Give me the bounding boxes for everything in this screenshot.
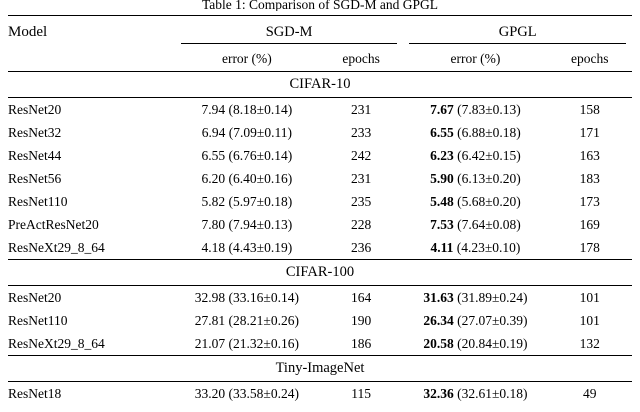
cell-sgdm-epochs: 235	[351, 193, 372, 209]
cell-gpgl-epochs: 158	[579, 101, 600, 117]
cell-sgdm-error: 21.07 (21.32±0.16)	[194, 335, 299, 351]
cell-gpgl-error-std: (31.89±0.24)	[457, 289, 528, 305]
cell-gpgl-error-std: (7.83±0.13)	[457, 101, 521, 117]
group-header-gpgl	[403, 17, 632, 48]
cell-gpgl-epochs: 101	[579, 289, 600, 305]
section-header-row	[8, 260, 632, 286]
cell-sgdm-error: 6.20 (6.40±0.16)	[201, 170, 293, 186]
cell-sgdm-epochs: 190	[351, 312, 372, 328]
cell-gpgl-error-value: 20.58	[423, 335, 454, 351]
cell-gpgl-error-value: 7.53	[430, 216, 454, 232]
cell-gpgl-error	[403, 236, 547, 260]
cell-sgdm-epochs: 233	[351, 124, 372, 140]
cell-gpgl-error-std: (5.68±0.20)	[457, 193, 521, 209]
column-header-error-gpgl: error (%)	[450, 51, 501, 66]
cell-sgdm-epochs: 242	[351, 147, 372, 163]
table-row	[8, 144, 632, 167]
cell-sgdm-error: 32.98 (33.16±0.14)	[194, 289, 299, 305]
table-group-header-row	[8, 17, 632, 48]
cell-model: ResNet32	[8, 124, 62, 140]
cell-sgdm-error: 33.20 (33.58±0.24)	[194, 385, 299, 401]
cell-gpgl-error-value: 5.90	[430, 170, 454, 186]
table-row	[8, 382, 632, 406]
column-header-model: Model	[8, 24, 48, 40]
cell-model: ResNet20	[8, 289, 62, 305]
cell-gpgl-error	[403, 167, 547, 190]
cell-sgdm-epochs: 228	[351, 216, 372, 232]
cell-gpgl-epochs: 163	[579, 147, 600, 163]
cell-gpgl-error-value: 7.67	[430, 101, 454, 117]
cell-gpgl-epochs: 49	[583, 385, 597, 401]
section-title-cifar10: CIFAR-10	[8, 72, 632, 98]
cell-sgdm-error: 7.94 (8.18±0.14)	[201, 101, 293, 117]
table-row	[8, 332, 632, 356]
cell-sgdm-error: 7.80 (7.94±0.13)	[201, 216, 293, 232]
cell-gpgl-error-value: 31.63	[423, 289, 454, 305]
cell-gpgl-error-std: (6.13±0.20)	[457, 170, 521, 186]
column-header-epochs-gpgl: epochs	[571, 51, 609, 66]
cell-gpgl-error-value: 6.23	[430, 147, 454, 163]
section-title-tiny-imagenet: Tiny-ImageNet	[8, 356, 632, 382]
cell-gpgl-epochs: 101	[579, 312, 600, 328]
section-header-row	[8, 356, 632, 382]
cell-model: ResNet110	[8, 193, 68, 209]
table-row	[8, 190, 632, 213]
cell-sgdm-error: 6.94 (7.09±0.11)	[201, 124, 292, 140]
cell-model: PreActResNet20	[8, 216, 99, 232]
cell-sgdm-epochs: 231	[351, 170, 372, 186]
cell-model: ResNet44	[8, 147, 62, 163]
cell-gpgl-error	[403, 213, 547, 236]
cell-gpgl-error-value: 4.11	[430, 239, 454, 255]
table-row	[8, 167, 632, 190]
cell-gpgl-error-value: 6.55	[430, 124, 454, 140]
cell-sgdm-epochs: 115	[351, 385, 372, 401]
cell-gpgl-error-std: (6.88±0.18)	[457, 124, 521, 140]
section-title-cifar100: CIFAR-100	[8, 260, 632, 286]
cell-gpgl-error	[403, 144, 547, 167]
group-header-sgdm-label: SGD-M	[181, 24, 398, 44]
table-row	[8, 213, 632, 236]
cell-gpgl-error	[403, 309, 547, 332]
cell-gpgl-epochs: 183	[579, 170, 600, 186]
cell-sgdm-epochs: 186	[351, 335, 372, 351]
cell-sgdm-error: 27.81 (28.21±0.26)	[194, 312, 299, 328]
cell-gpgl-error-std: (6.42±0.15)	[457, 147, 521, 163]
cell-gpgl-error	[403, 382, 547, 406]
cell-model: ResNet110	[8, 312, 68, 328]
table-subheader-row	[8, 48, 632, 72]
table-row	[8, 121, 632, 144]
cell-gpgl-epochs: 178	[579, 239, 600, 255]
cell-gpgl-error-std: (4.23±0.10)	[456, 239, 521, 255]
group-header-gpgl-label: GPGL	[409, 24, 626, 44]
cell-gpgl-error-std: (32.61±0.18)	[457, 385, 528, 401]
cell-sgdm-epochs: 164	[351, 289, 372, 305]
table-body	[8, 16, 632, 406]
cell-model: ResNet20	[8, 101, 62, 117]
cell-gpgl-error	[403, 121, 547, 144]
group-header-sgdm	[175, 17, 404, 48]
comparison-table	[8, 15, 632, 405]
cell-gpgl-epochs: 132	[579, 335, 600, 351]
table-caption: Table 1: Comparison of SGD-M and GPGL	[201, 0, 439, 11]
section-header-row	[8, 72, 632, 98]
cell-sgdm-epochs: 236	[351, 239, 372, 255]
cell-gpgl-error-std: (7.64±0.08)	[457, 216, 521, 232]
table-row	[8, 286, 632, 310]
cell-gpgl-error-std: (20.84±0.19)	[457, 335, 528, 351]
table-row	[8, 98, 632, 122]
cell-sgdm-error: 6.55 (6.76±0.14)	[201, 147, 293, 163]
cell-sgdm-epochs: 231	[351, 101, 372, 117]
cell-model: ResNeXt29_8_64	[8, 239, 105, 255]
cell-model: ResNet56	[8, 170, 62, 186]
table-row	[8, 236, 632, 260]
column-header-error-sgdm: error (%)	[221, 51, 272, 66]
table-row	[8, 309, 632, 332]
cell-gpgl-epochs: 171	[579, 124, 600, 140]
cell-gpgl-error-value: 32.36	[423, 385, 454, 401]
cell-sgdm-error: 5.82 (5.97±0.18)	[201, 193, 293, 209]
cell-gpgl-error	[403, 332, 547, 356]
cell-gpgl-error-value: 26.34	[423, 312, 454, 328]
column-header-epochs-sgdm: epochs	[342, 51, 380, 66]
cell-gpgl-epochs: 173	[579, 193, 600, 209]
cell-model: ResNeXt29_8_64	[8, 335, 105, 351]
cell-model: ResNet18	[8, 385, 62, 401]
cell-gpgl-error	[403, 98, 547, 122]
cell-sgdm-error: 4.18 (4.43±0.19)	[201, 239, 293, 255]
cell-gpgl-epochs: 169	[579, 216, 600, 232]
cell-gpgl-error-std: (27.07±0.39)	[457, 312, 528, 328]
cell-gpgl-error	[403, 286, 547, 310]
cell-gpgl-error-value: 5.48	[430, 193, 454, 209]
cell-gpgl-error	[403, 190, 547, 213]
